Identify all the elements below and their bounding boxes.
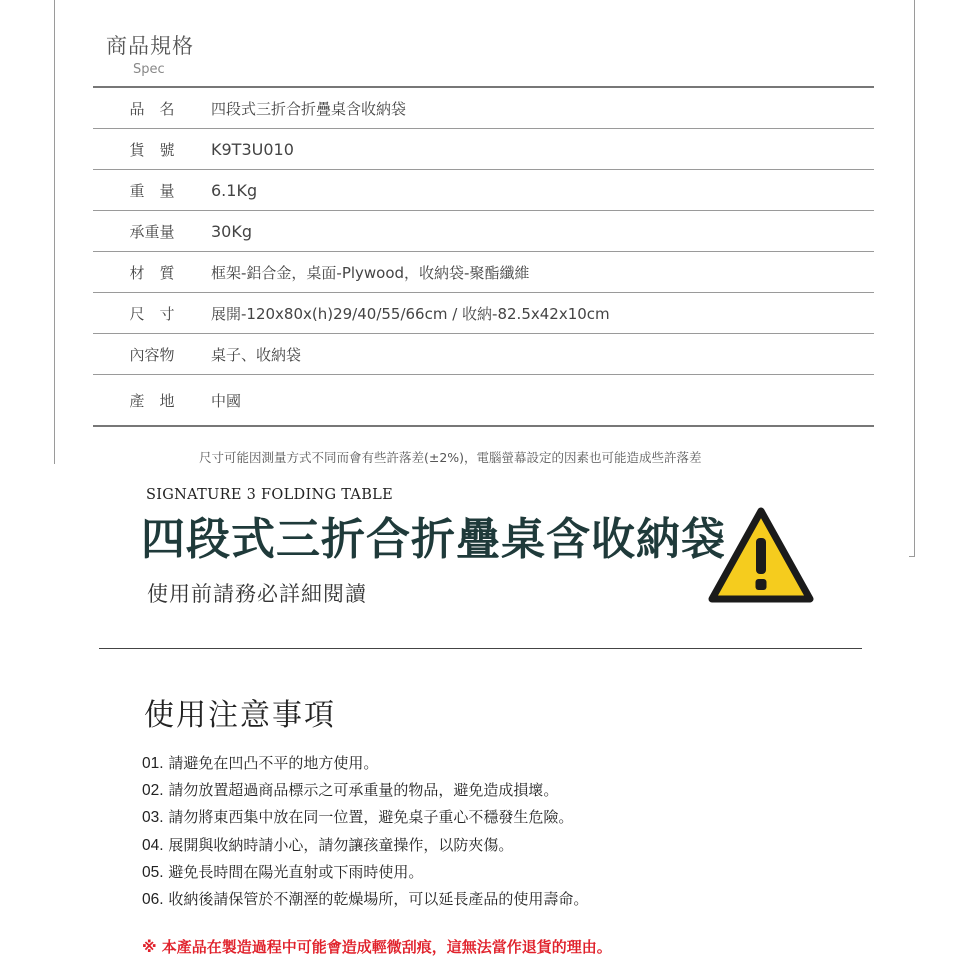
right-border-line xyxy=(914,0,915,556)
item-text: 收納後請保管於不潮溼的乾燥場所，可以延長產品的使用壽命。 xyxy=(168,890,589,909)
section-divider xyxy=(99,648,862,649)
list-item xyxy=(142,886,588,913)
size-tolerance-note: 尺寸可能因測量方式不同而會有些許落差(±2%)，電腦螢幕設定的因素也可能造成些許落差 xyxy=(199,450,702,465)
spec-row-origin xyxy=(93,375,874,427)
spec-subtitle: Spec xyxy=(133,62,165,77)
spec-value: 30Kg xyxy=(211,221,253,241)
item-number: 01. xyxy=(142,755,164,772)
spec-title: 商品規格 xyxy=(106,34,194,58)
product-english-name: SIGNATURE 3 FOLDING TABLE xyxy=(146,487,393,503)
spec-value: 桌子、收納袋 xyxy=(211,345,302,364)
spec-value: 四段式三折合折疊桌含收納袋 xyxy=(211,99,407,118)
spec-row-weight xyxy=(93,170,874,211)
spec-row-material xyxy=(93,252,874,293)
warning-triangle-icon xyxy=(706,505,816,607)
spec-row-size xyxy=(93,293,874,334)
spec-label: 重 量 xyxy=(129,181,175,200)
spec-value: 中國 xyxy=(211,391,242,410)
item-number: 06. xyxy=(142,891,164,909)
spec-label: 尺 寸 xyxy=(129,304,175,323)
spec-label: 品 名 xyxy=(129,99,175,118)
spec-label: 產 地 xyxy=(129,391,175,410)
item-number: 02. xyxy=(142,782,164,800)
spec-value: 展開-120x80x(h)29/40/55/66cm / 收納-82.5x42x10cm xyxy=(211,304,610,323)
list-item xyxy=(142,750,588,777)
list-item xyxy=(142,777,588,804)
spec-value: K9T3U010 xyxy=(211,139,294,159)
read-first-notice: 使用前請務必詳細閱讀 xyxy=(147,582,367,606)
item-text: 避免長時間在陽光直射或下雨時使用。 xyxy=(168,862,424,881)
list-item xyxy=(142,859,588,886)
spec-row-sku xyxy=(93,129,874,170)
notice-list xyxy=(142,750,588,913)
spec-label: 承重量 xyxy=(129,222,175,241)
list-item xyxy=(142,832,588,859)
spec-label: 內容物 xyxy=(129,345,175,364)
spec-header xyxy=(106,32,194,80)
notice-title: 使用注意事項 xyxy=(144,698,336,733)
item-text: 展開與收納時請小心，請勿讓孩童操作，以防夾傷。 xyxy=(168,835,514,854)
spec-row-contents xyxy=(93,334,874,375)
spec-label: 材 質 xyxy=(129,263,175,282)
product-title: 四段式三折合折疊桌含收納袋 xyxy=(141,514,726,565)
item-number: 03. xyxy=(142,809,164,827)
right-border-cap xyxy=(909,556,915,557)
spec-table xyxy=(93,86,874,427)
item-number: 05. xyxy=(142,863,164,881)
spec-label: 貨 號 xyxy=(129,140,175,159)
item-text: 請勿放置超過商品標示之可承重量的物品，避免造成損壞。 xyxy=(168,781,559,800)
item-text: 請避免在凹凸不平的地方使用。 xyxy=(168,754,379,772)
scratch-warning: ※ 本產品在製造過程中可能會造成輕微刮痕，這無法當作退貨的理由。 xyxy=(142,938,612,956)
item-number: 04. xyxy=(142,836,164,854)
spec-row-load xyxy=(93,211,874,252)
spec-value: 框架-鋁合金，桌面-Plywood，收納袋-聚酯纖維 xyxy=(211,263,530,282)
item-text: 請勿將東西集中放在同一位置，避免桌子重心不穩發生危險。 xyxy=(168,808,574,827)
spec-row-name xyxy=(93,88,874,129)
list-item xyxy=(142,804,588,831)
left-border-line xyxy=(54,0,55,464)
spec-value: 6.1Kg xyxy=(211,180,258,200)
